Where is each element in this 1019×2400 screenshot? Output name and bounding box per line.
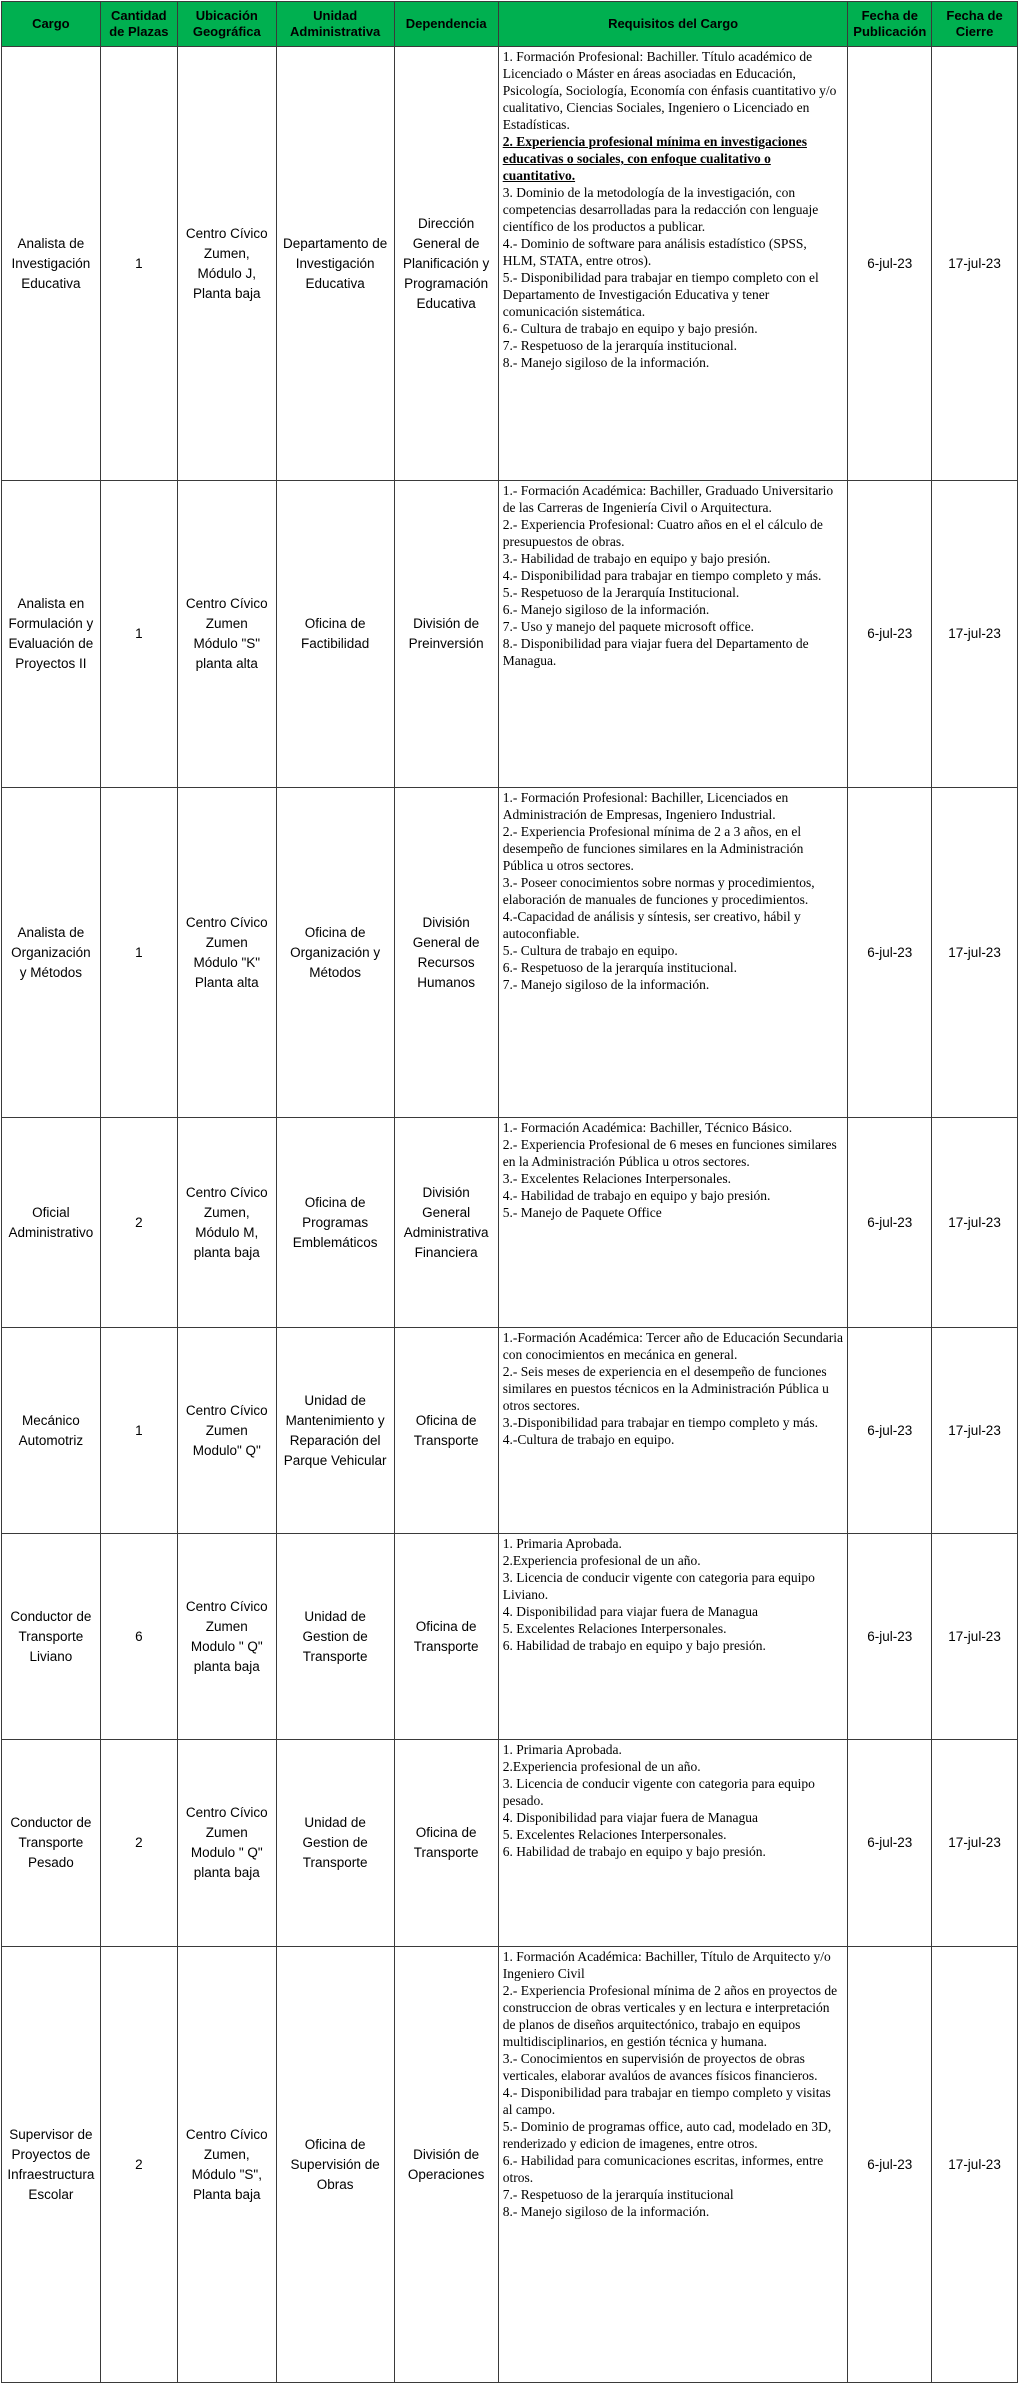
cell-dependencia: División de Preinversión <box>394 481 498 788</box>
cell-dependencia: Oficina de Transporte <box>394 1740 498 1947</box>
cell-fecha-publicacion: 6-jul-23 <box>848 1740 932 1947</box>
job-openings-table <box>1 1 1018 2383</box>
requirement-item: 3.- Habilidad de trabajo en equipo y bajo presión. <box>502 551 771 566</box>
requirement-item: 3. Licencia de conducir vigente con categoria para equipo pesado. <box>502 1776 815 1808</box>
cell-cargo: Conductor de Transporte Pesado <box>2 1740 101 1947</box>
cell-unidad: Departamento de Investigación Educativa <box>276 47 394 481</box>
cell-dependencia: División de Operaciones <box>394 1947 498 2383</box>
cell-fecha-publicacion: 6-jul-23 <box>848 788 932 1118</box>
requirement-item: 2.Experiencia profesional de un año. <box>502 1759 701 1774</box>
cell-plazas: 2 <box>100 1947 177 2383</box>
cell-fecha-publicacion: 6-jul-23 <box>848 1328 932 1534</box>
cell-fecha-publicacion: 6-jul-23 <box>848 481 932 788</box>
cell-requisitos <box>498 788 848 1118</box>
requirement-item: 7.- Uso y manejo del paquete microsoft office. <box>502 619 755 634</box>
requirement-item: 2.- Experiencia Profesional mínima de 2 a 3 años, en el desempeño de funciones similares en la Administración Pública u otros sectores. <box>502 824 804 873</box>
cell-unidad: Unidad de Mantenimiento y Reparación del Parque Vehicular <box>276 1328 394 1534</box>
cell-unidad: Oficina de Factibilidad <box>276 481 394 788</box>
requirement-item: 2. Experiencia profesional mínima en investigaciones educativas o sociales, con enfoque cualitativo o cuantitativo. <box>502 134 807 183</box>
requirement-item: 5.- Respetuoso de la Jerarquía Institucional. <box>502 585 740 600</box>
cell-cargo: Oficial Administrativo <box>2 1118 101 1328</box>
requirement-item: 4.- Disponibilidad para trabajar en tiempo completo y visitas al campo. <box>502 2085 831 2117</box>
table-row <box>2 1947 1018 2383</box>
header-fecha-publicacion: Fecha de Publicación <box>848 2 932 47</box>
cell-fecha-publicacion: 6-jul-23 <box>848 1118 932 1328</box>
table-row <box>2 1740 1018 1947</box>
requirement-item: 3.- Excelentes Relaciones Interpersonales. <box>502 1171 731 1186</box>
requirement-item: 1. Primaria Aprobada. <box>502 1742 622 1757</box>
cell-cargo: Mecánico Automotriz <box>2 1328 101 1534</box>
header-unidad: Unidad Administrativa <box>276 2 394 47</box>
table-row <box>2 788 1018 1118</box>
cell-requisitos <box>498 1118 848 1328</box>
requirement-item: 4. Disponibilidad para viajar fuera de Managua <box>502 1810 758 1825</box>
cell-ubicacion: Centro Cívico Zumen, Módulo J, Planta baja <box>177 47 276 481</box>
requirement-item: 5.- Dominio de programas office, auto cad, modelado en 3D, renderizado y edicion de imagenes, entre otros. <box>502 2119 832 2151</box>
cell-fecha-cierre: 17-jul-23 <box>932 47 1018 481</box>
header-cargo: Cargo <box>2 2 101 47</box>
requirement-item: 2.- Seis meses de experiencia en el desempeño de funciones similares en puestos técnicos en la Administración Pública u otros sectores. <box>502 1364 829 1413</box>
table-row <box>2 47 1018 481</box>
cell-unidad: Oficina de Organización y Métodos <box>276 788 394 1118</box>
cell-cargo: Supervisor de Proyectos de Infraestructura Escolar <box>2 1947 101 2383</box>
requirement-item: 3.- Conocimientos en supervisión de proyectos de obras verticales, elaborar avalúos de avances físicos financieros. <box>502 2051 818 2083</box>
requirement-item: 1. Primaria Aprobada. <box>502 1536 622 1551</box>
cell-unidad: Unidad de Gestion de Transporte <box>276 1740 394 1947</box>
requirement-item: 3. Dominio de la metodología de la investigación, con competencias desarrolladas para la redacción con lenguaje científico de los productos a publicar. <box>502 185 819 234</box>
cell-requisitos <box>498 1947 848 2383</box>
requirement-item: 4.- Disponibilidad para trabajar en tiempo completo y más. <box>502 568 822 583</box>
requirement-item: 8.- Disponibilidad para viajar fuera del Departamento de Managua. <box>502 636 809 668</box>
cell-unidad: Oficina de Supervisión de Obras <box>276 1947 394 2383</box>
requirement-item: 4. Disponibilidad para viajar fuera de Managua <box>502 1604 758 1619</box>
requirement-item: 6. Habilidad de trabajo en equipo y bajo presión. <box>502 1844 766 1859</box>
cell-cargo: Conductor de Transporte Liviano <box>2 1534 101 1740</box>
requirement-item: 5.- Manejo de Paquete Office <box>502 1205 662 1220</box>
cell-plazas: 2 <box>100 1118 177 1328</box>
cell-unidad: Unidad de Gestion de Transporte <box>276 1534 394 1740</box>
table-row <box>2 481 1018 788</box>
requirement-item: 1.- Formación Profesional: Bachiller, Licenciados en Administración de Empresas, Ingeniero Industrial. <box>502 790 789 822</box>
cell-ubicacion: Centro Cívico Zumen Modulo " Q" planta baja <box>177 1740 276 1947</box>
cell-fecha-cierre: 17-jul-23 <box>932 1118 1018 1328</box>
cell-dependencia: División General Administrativa Financiera <box>394 1118 498 1328</box>
requirement-item: 7.- Manejo sigiloso de la información. <box>502 977 710 992</box>
header-dependencia: Dependencia <box>394 2 498 47</box>
cell-ubicacion: Centro Cívico Zumen, Módulo "S", Planta baja <box>177 1947 276 2383</box>
requirement-item: 3. Licencia de conducir vigente con categoria para equipo Liviano. <box>502 1570 815 1602</box>
cell-plazas: 1 <box>100 1328 177 1534</box>
table-row <box>2 1328 1018 1534</box>
header-fecha-cierre: Fecha de Cierre <box>932 2 1018 47</box>
cell-fecha-cierre: 17-jul-23 <box>932 1740 1018 1947</box>
cell-ubicacion: Centro Cívico Zumen Modulo " Q" planta baja <box>177 1534 276 1740</box>
cell-fecha-cierre: 17-jul-23 <box>932 788 1018 1118</box>
requirement-item: 5.- Disponibilidad para trabajar en tiempo completo con el Departamento de Investigación Educativa y tener comunicación sistemática. <box>502 270 819 319</box>
requirement-item: 1. Formación Profesional: Bachiller. Título académico de Licenciado o Máster en áreas asociadas en Educación, Psicología, Sociología, Economía con énfasis cuantitativo y/o cualitativo, Ciencias Sociales, Ingeniero o Licenciado en Estadísticas. <box>502 49 837 132</box>
requirement-item: 6.- Manejo sigiloso de la información. <box>502 602 710 617</box>
requirement-item: 1.- Formación Académica: Bachiller, Técnico Básico. <box>502 1120 793 1135</box>
cell-cargo: Analista de Organización y Métodos <box>2 788 101 1118</box>
requirement-item: 2.- Experiencia Profesional: Cuatro años en el el cálculo de presupuestos de obras. <box>502 517 823 549</box>
cell-fecha-cierre: 17-jul-23 <box>932 1328 1018 1534</box>
requirement-item: 4.- Habilidad de trabajo en equipo y bajo presión. <box>502 1188 771 1203</box>
table-row <box>2 1534 1018 1740</box>
cell-fecha-cierre: 17-jul-23 <box>932 481 1018 788</box>
cell-requisitos <box>498 47 848 481</box>
requirement-item: 2.Experiencia profesional de un año. <box>502 1553 701 1568</box>
requirement-item: 5. Excelentes Relaciones Interpersonales. <box>502 1621 727 1636</box>
cell-dependencia: Oficina de Transporte <box>394 1328 498 1534</box>
requirement-item: 5. Excelentes Relaciones Interpersonales. <box>502 1827 727 1842</box>
header-row <box>2 2 1018 47</box>
cell-dependencia: Dirección General de Planificación y Programación Educativa <box>394 47 498 481</box>
requirement-item: 4.- Dominio de software para análisis estadístico (SPSS, HLM, STATA, entre otros). <box>502 236 807 268</box>
cell-ubicacion: Centro Cívico Zumen Modulo" Q" <box>177 1328 276 1534</box>
cell-dependencia: División General de Recursos Humanos <box>394 788 498 1118</box>
cell-plazas: 1 <box>100 47 177 481</box>
requirement-item: 4.-Cultura de trabajo en equipo. <box>502 1432 675 1447</box>
cell-fecha-cierre: 17-jul-23 <box>932 1947 1018 2383</box>
requirement-item: 1.- Formación Académica: Bachiller, Graduado Universitario de las Carreras de Ingeniería Civil o Arquitectura. <box>502 483 834 515</box>
requirement-item: 8.- Manejo sigiloso de la información. <box>502 2204 710 2219</box>
requirement-item: 6.- Habilidad para comunicaciones escritas, informes, entre otros. <box>502 2153 824 2185</box>
cell-requisitos <box>498 1534 848 1740</box>
cell-cargo: Analista en Formulación y Evaluación de Proyectos II <box>2 481 101 788</box>
cell-fecha-publicacion: 6-jul-23 <box>848 47 932 481</box>
cell-cargo: Analista de Investigación Educativa <box>2 47 101 481</box>
requirement-item: 3.- Poseer conocimientos sobre normas y procedimientos, elaboración de manuales de funciones y procedimientos. <box>502 875 815 907</box>
table-row <box>2 1118 1018 1328</box>
requirement-item: 8.- Manejo sigiloso de la información. <box>502 355 710 370</box>
requirement-item: 4.-Capacidad de análisis y síntesis, ser creativo, hábil y autoconfiable. <box>502 909 801 941</box>
cell-fecha-publicacion: 6-jul-23 <box>848 1534 932 1740</box>
requirement-item: 7.- Respetuoso de la jerarquía institucional <box>502 2187 734 2202</box>
cell-plazas: 1 <box>100 481 177 788</box>
cell-ubicacion: Centro Cívico Zumen, Módulo M, planta baja <box>177 1118 276 1328</box>
requirement-item: 7.- Respetuoso de la jerarquía institucional. <box>502 338 738 353</box>
cell-requisitos <box>498 1328 848 1534</box>
requirement-item: 6.- Respetuoso de la jerarquía institucional. <box>502 960 738 975</box>
header-ubicacion: Ubicación Geográfica <box>177 2 276 47</box>
requirement-item: 6.- Cultura de trabajo en equipo y bajo presión. <box>502 321 758 336</box>
requirement-item: 3.-Disponibilidad para trabajar en tiempo completo y más. <box>502 1415 818 1430</box>
cell-ubicacion: Centro Cívico Zumen Módulo "S" planta alta <box>177 481 276 788</box>
cell-plazas: 1 <box>100 788 177 1118</box>
requirement-item: 1.-Formación Académica: Tercer año de Educación Secundaria con conocimientos en mecánica en general. <box>502 1330 843 1362</box>
requirement-item: 1. Formación Académica: Bachiller, Título de Arquitecto y/o Ingeniero Civil <box>502 1949 831 1981</box>
cell-fecha-cierre: 17-jul-23 <box>932 1534 1018 1740</box>
header-requisitos: Requisitos del Cargo <box>498 2 848 47</box>
cell-fecha-publicacion: 6-jul-23 <box>848 1947 932 2383</box>
cell-plazas: 2 <box>100 1740 177 1947</box>
requirement-item: 2.- Experiencia Profesional mínima de 2 años en proyectos de construccion de obras verticales y en lectura e interpretación de planos de diseños arquitectónico, trabajo en equipos multidisciplinarios, en gestión técnica y humana. <box>502 1983 838 2049</box>
cell-requisitos <box>498 1740 848 1947</box>
requirement-item: 2.- Experiencia Profesional de 6 meses en funciones similares en la Administración Pública u otros sectores. <box>502 1137 837 1169</box>
cell-ubicacion: Centro Cívico Zumen Módulo "K" Planta alta <box>177 788 276 1118</box>
cell-plazas: 6 <box>100 1534 177 1740</box>
requirement-item: 5.- Cultura de trabajo en equipo. <box>502 943 678 958</box>
requirement-item: 6. Habilidad de trabajo en equipo y bajo presión. <box>502 1638 766 1653</box>
cell-requisitos <box>498 481 848 788</box>
header-cantidad-plazas: Cantidad de Plazas <box>100 2 177 47</box>
cell-unidad: Oficina de Programas Emblemáticos <box>276 1118 394 1328</box>
cell-dependencia: Oficina de Transporte <box>394 1534 498 1740</box>
